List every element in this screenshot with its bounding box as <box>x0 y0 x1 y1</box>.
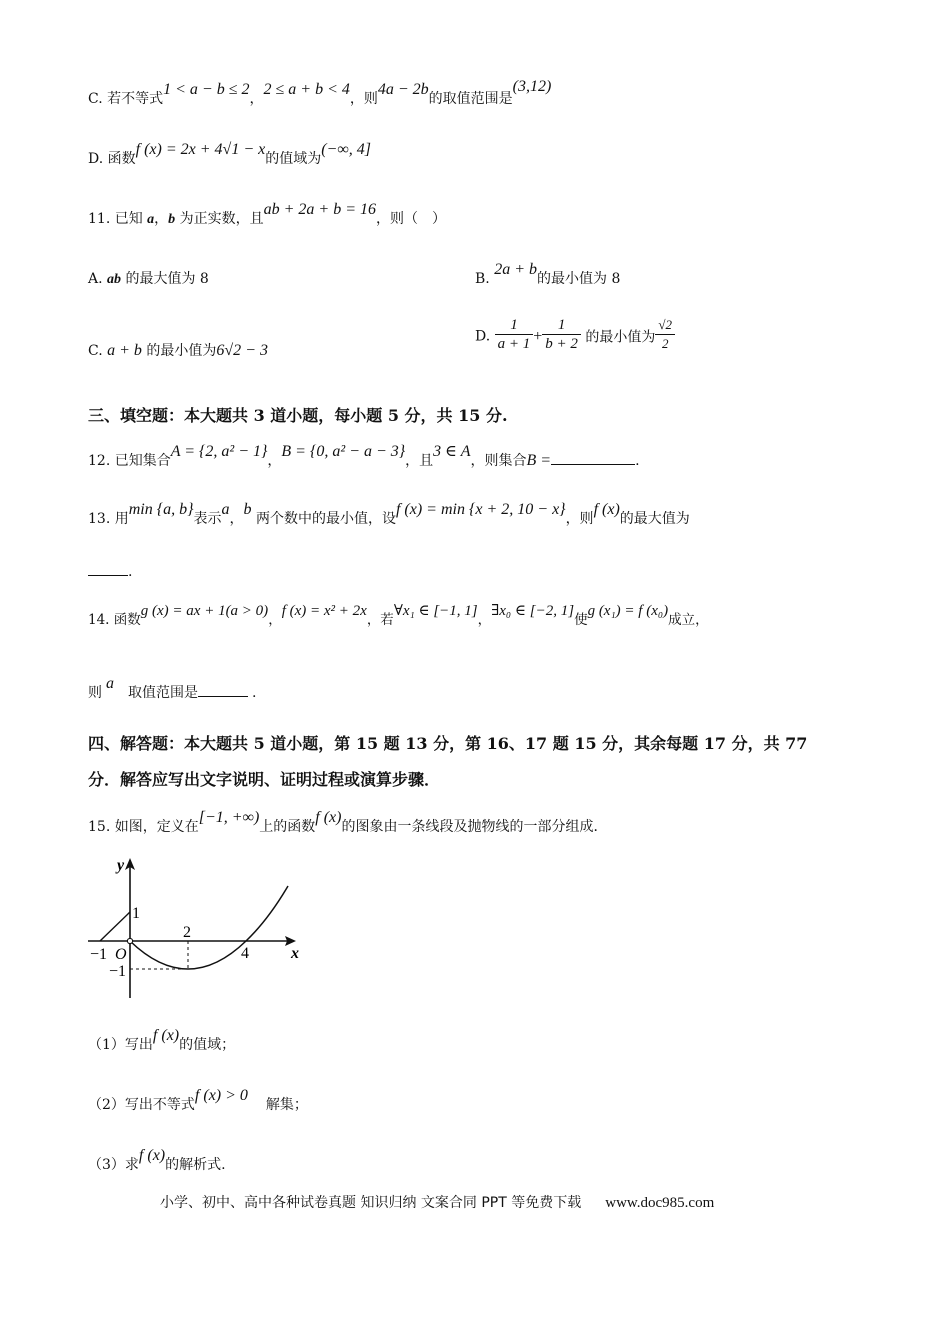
open-circle-origin <box>127 938 132 943</box>
math-expression: (−∞, 4] <box>321 141 371 158</box>
footer-link[interactable]: www.doc985.com <box>605 1195 715 1211</box>
text: （1）写出 <box>88 1037 153 1053</box>
math-expression: ∃x₀ ∈ [−2, 1] <box>491 603 575 619</box>
text: 成立， <box>668 612 709 628</box>
question-12 <box>88 443 640 470</box>
text: ，则集合 <box>470 453 527 469</box>
fraction <box>655 316 675 353</box>
question-number: 13. 用 <box>88 511 129 527</box>
option-label: D. <box>475 328 495 345</box>
math-expression: f (x) <box>138 1147 166 1164</box>
text: ，若 <box>366 612 394 628</box>
text: 的解析式. <box>165 1157 226 1173</box>
text: 的值域； <box>179 1037 236 1053</box>
subquestion-3 <box>88 1147 226 1174</box>
text: ，且 <box>405 453 434 469</box>
y-axis-label: y <box>117 857 125 874</box>
question-15 <box>88 809 608 836</box>
math-expression: 2a + b <box>494 261 537 278</box>
option-label: A. <box>88 271 108 287</box>
punct: ， <box>249 91 264 107</box>
math-expression: ab <box>107 272 122 287</box>
math-expression: 1 < a − b ≤ 2 <box>163 81 250 98</box>
option-label: C. <box>88 343 108 359</box>
math-expression: f (x) > 0 <box>194 1087 248 1104</box>
text: （2）写出不等式 <box>88 1097 195 1113</box>
punct: ， <box>267 453 282 469</box>
math-expression: A = {2, a² − 1} <box>170 443 268 460</box>
math-expression: B = {0, a² − a − 3} <box>281 443 406 460</box>
plus-sign: + <box>533 327 543 345</box>
denominator: 2 <box>661 336 669 351</box>
math-expression: B = <box>526 452 552 469</box>
text: 则 <box>88 685 102 701</box>
option-label: C. 若不等式 <box>88 91 164 107</box>
text: 的最大值为 <box>619 511 690 527</box>
option-10c <box>88 78 552 108</box>
option-11a <box>88 268 209 288</box>
parabola-curve <box>130 886 288 969</box>
text: 的取值范围是 <box>428 91 513 107</box>
math-expression: min {a, b} <box>128 501 194 518</box>
option-label: B. <box>475 271 495 287</box>
math-expression: ab + 2a + b = 16 <box>263 201 377 218</box>
math-expression: g (x) = ax + 1(a > 0) <box>140 603 269 619</box>
math-expression: f (x) <box>152 1027 180 1044</box>
option-11c <box>88 340 268 360</box>
text: 为正实数，且 <box>175 211 264 227</box>
math-expression: g (x₁) = f (x₀) <box>587 603 669 619</box>
answer-blank[interactable] <box>88 575 128 576</box>
subquestion-1 <box>88 1027 236 1054</box>
math-expression: a <box>221 501 230 518</box>
question-number: 15. 如图，定义在 <box>88 819 199 835</box>
fraction <box>542 316 581 353</box>
math-expression: a + b <box>107 342 142 359</box>
math-expression: a <box>106 675 114 692</box>
math-expression: f (x) <box>593 501 620 518</box>
tick-label-x-2: 2 <box>183 924 191 941</box>
fraction <box>495 316 534 353</box>
denominator: b + 2 <box>545 336 578 352</box>
punct: . <box>635 453 640 469</box>
x-axis-label: x <box>291 945 299 962</box>
tick-label-x-4: 4 <box>241 945 249 962</box>
section-heading-4-continued: 分．解答应写出文字说明、证明过程或演算步骤． <box>88 770 441 789</box>
text: 使 <box>574 612 588 628</box>
text: 的最小值为 8 <box>537 271 621 287</box>
origin-label: O <box>115 946 127 963</box>
text: 解集； <box>265 1097 308 1113</box>
tick-label-y-neg1: −1 <box>109 963 127 980</box>
punct: ， <box>154 211 169 227</box>
math-expression: f (x) = x² + 2x <box>281 603 367 619</box>
question-number: 14. 函数 <box>88 612 141 628</box>
math-expression: f (x) = min {x + 2, 10 − x} <box>395 501 566 518</box>
section-heading-3: 三、填空题：本大题共 3 道小题，每小题 5 分，共 15 分. <box>88 406 508 425</box>
answer-blank[interactable] <box>551 464 635 465</box>
text: 的最小值为 <box>141 343 217 359</box>
math-expression: f (x) = 2x + 4√1 − x <box>135 141 266 158</box>
question-14-continued <box>88 675 257 702</box>
text: ，则 <box>565 511 594 527</box>
math-expression: b <box>243 501 252 518</box>
math-expression: 2 ≤ a + b < 4 <box>263 81 350 98</box>
math-expression: f (x) <box>315 809 342 826</box>
punct: ， <box>268 612 282 628</box>
answer-blank[interactable] <box>198 696 248 697</box>
math-expression: 6√2 − 3 <box>216 342 268 359</box>
math-expression: 4a − 2b <box>377 81 429 98</box>
footer-text: 小学、初中、高中各种试卷真题 知识归纳 文案合同 PPT 等免费下载 <box>160 1195 582 1211</box>
text: 两个数中的最小值，设 <box>251 511 396 527</box>
math-expression: [−1, +∞) <box>198 809 260 826</box>
numerator: 1 <box>495 316 534 335</box>
variable-b: b <box>168 212 176 227</box>
page-footer <box>160 1192 714 1212</box>
question-number: 12. 已知集合 <box>88 453 171 469</box>
question-13 <box>88 501 690 528</box>
option-10d <box>88 141 371 168</box>
question-number: 11. 已知 <box>88 211 148 227</box>
text: ，则（ ） <box>376 211 447 227</box>
question-13-blank-line <box>88 564 132 580</box>
text: 的值域为 <box>265 151 322 167</box>
denominator: a + 1 <box>497 336 531 352</box>
math-expression: ∀x₁ ∈ [−1, 1] <box>393 603 478 619</box>
numerator: 1 <box>542 316 581 335</box>
numerator: √2 <box>655 316 675 335</box>
question-14 <box>88 603 709 629</box>
section-heading-4: 四、解答题：本大题共 5 道小题，第 15 题 13 分，第 16、17 题 15 分，其余每题 17 分，共 77 <box>88 734 808 753</box>
tick-label-x-neg1: −1 <box>90 946 108 963</box>
text: 取值范围是 <box>128 685 198 701</box>
punct: ， <box>229 511 244 527</box>
tick-label-y-1: 1 <box>132 905 140 922</box>
punct: . <box>252 685 257 701</box>
text: 的图象由一条线段及抛物线的一部分组成． <box>341 819 608 835</box>
function-graph <box>84 852 304 1004</box>
question-11 <box>88 201 447 228</box>
line-segment <box>100 912 130 941</box>
punct: ， <box>477 612 492 628</box>
math-expression: (3,12) <box>512 78 552 95</box>
text: 上的函数 <box>259 819 316 835</box>
option-11b <box>475 261 621 288</box>
option-11d <box>475 318 675 355</box>
text: （3）求 <box>88 1157 139 1173</box>
subquestion-2 <box>88 1087 308 1114</box>
variable-a: a <box>147 212 155 227</box>
math-expression: 3 ∈ A <box>433 443 471 460</box>
text: 的最小值为 <box>580 329 656 346</box>
punct: . <box>128 564 133 580</box>
option-label: D. 函数 <box>88 151 136 167</box>
text: 的最大值为 8 <box>121 271 209 287</box>
text: ，则 <box>349 91 378 107</box>
text: 表示 <box>193 511 222 527</box>
